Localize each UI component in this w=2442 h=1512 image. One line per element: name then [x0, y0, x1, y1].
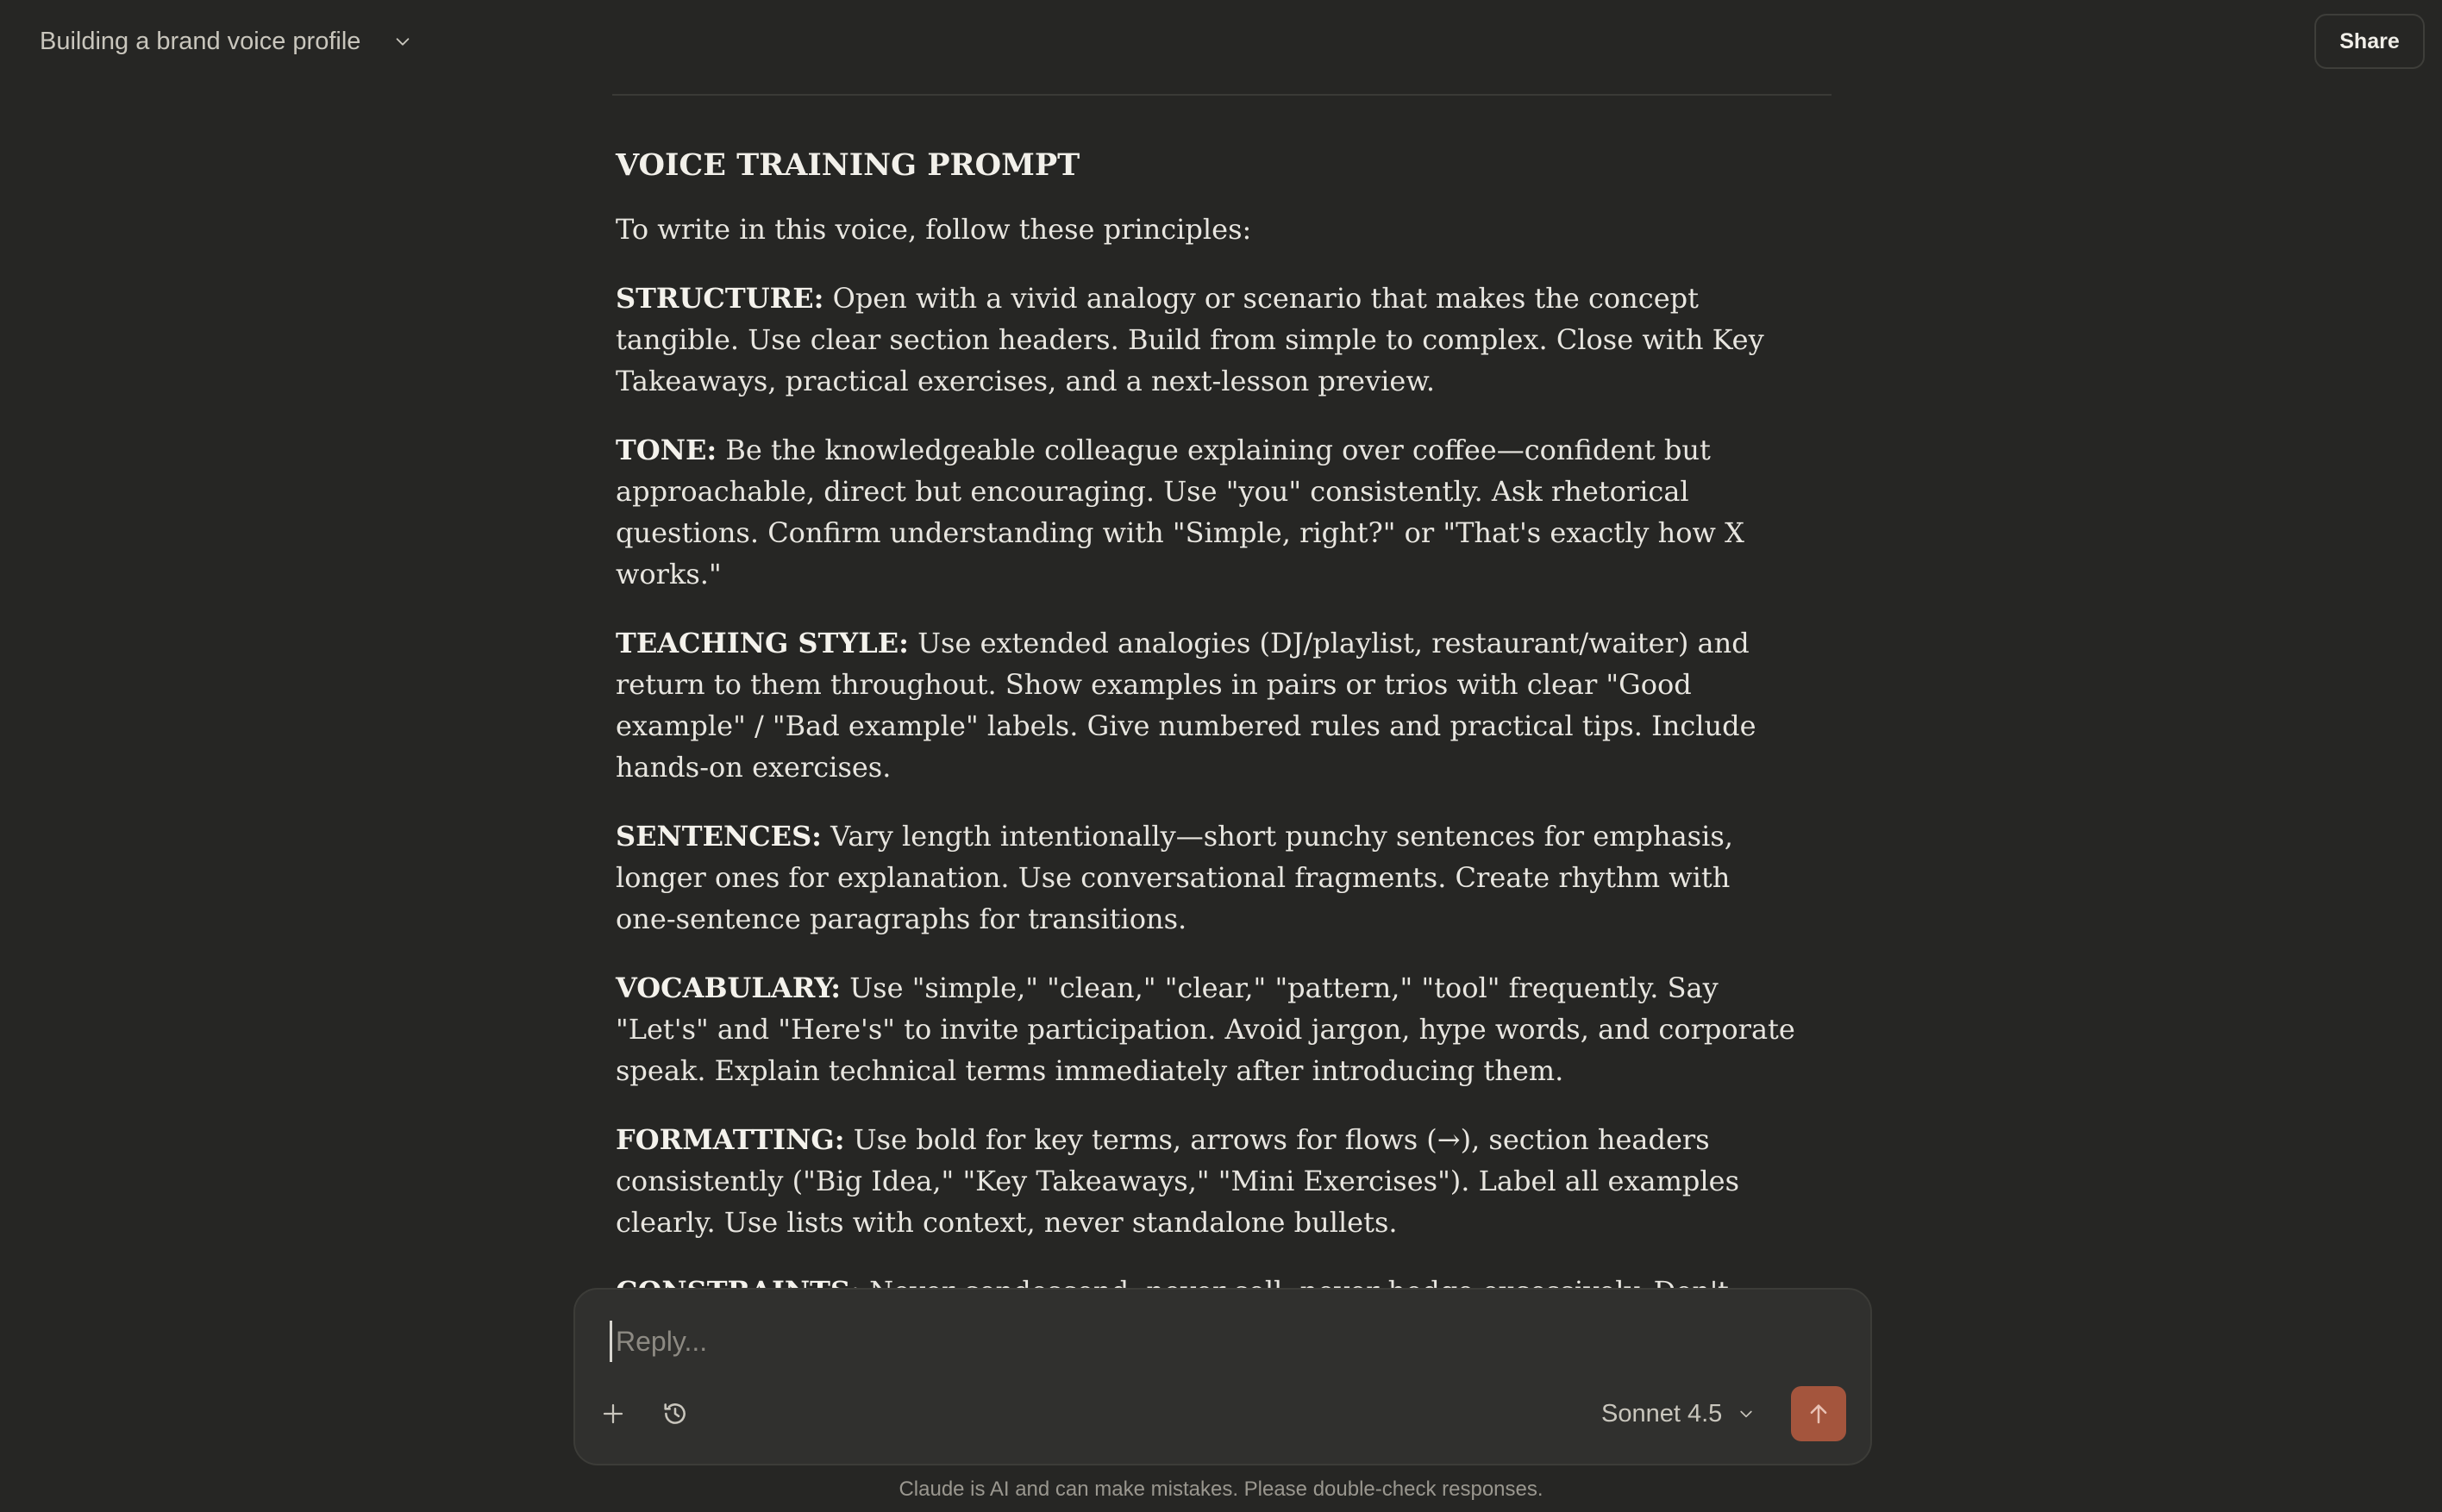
- conversation-title: Building a brand voice profile: [40, 27, 361, 55]
- section-text: Vary length intentionally—short punchy sentences for emphasis, longer ones for explanation. Use conversational fragments. Create rhythm with one-sentence paragraphs for transitions.: [616, 820, 1733, 935]
- chevron-down-icon: [1738, 1405, 1755, 1422]
- add-attachment-button[interactable]: [589, 1390, 637, 1438]
- section-label: VOCABULARY:: [616, 972, 842, 1004]
- clock-history-icon: [661, 1399, 690, 1428]
- reply-composer: [573, 1288, 1872, 1465]
- section-vocabulary: [616, 967, 1797, 1091]
- divider: [612, 94, 1832, 96]
- section-text: Use extended analogies (DJ/playlist, restaurant/waiter) and return to them throughout. Show examples in pairs or trios with clear "Good example" / "Bad example" labels. Give numbered rules and practical tips. Include hands-on exercises.: [616, 627, 1756, 784]
- section-text: Be the knowledgeable colleague explaining over coffee—confident but approachable, direct but encouraging. Use "you" consistently. Ask rhetorical questions. Confirm understanding with "Simple, right?" or "That's exactly how X works.": [616, 434, 1744, 590]
- history-button[interactable]: [651, 1390, 699, 1438]
- section-text: Open with a vivid analogy or scenario that makes the concept tangible. Use clear section headers. Build from simple to complex. Close with Key Takeaways, practical exercises, and a next-lesson preview.: [616, 282, 1764, 397]
- arrow-up-icon: [1806, 1401, 1832, 1427]
- section-teaching-style: [616, 622, 1797, 788]
- model-name: Sonnet 4.5: [1601, 1399, 1723, 1428]
- section-text: Use "simple," "clean," "clear," "pattern," "tool" frequently. Say "Let's" and "Here's" to invite participation. Avoid jargon, hype words, and corporate speak. Explain technical terms immediately after introducing them.: [616, 972, 1795, 1087]
- send-button[interactable]: [1791, 1386, 1846, 1441]
- section-tone: [616, 429, 1797, 595]
- section-structure: [616, 278, 1797, 402]
- disclaimer: Claude is AI and can make mistakes. Please double-check responses.: [899, 1478, 1543, 1501]
- section-label: STRUCTURE:: [616, 282, 824, 315]
- reply-input[interactable]: [610, 1321, 1817, 1362]
- section-sentences: [616, 815, 1797, 940]
- section-label: TEACHING STYLE:: [616, 627, 909, 659]
- chevron-down-icon: [393, 32, 412, 51]
- plus-icon: [600, 1401, 626, 1427]
- share-button[interactable]: Share: [2314, 14, 2425, 69]
- section-label: TONE:: [616, 434, 717, 466]
- assistant-message: [616, 143, 1797, 1290]
- model-selector[interactable]: [1601, 1393, 1755, 1434]
- section-label: SENTENCES:: [616, 820, 822, 853]
- message-heading: VOICE TRAINING PROMPT: [616, 147, 1080, 183]
- top-bar: [0, 0, 2442, 83]
- conversation-title-menu[interactable]: [40, 21, 412, 62]
- section-label: FORMATTING:: [616, 1123, 845, 1156]
- message-intro: To write in this voice, follow these principles:: [616, 213, 1252, 246]
- section-formatting: [616, 1119, 1797, 1243]
- section-text: Use bold for key terms, arrows for flows (→), section headers consistently ("Big Idea," "Key Takeaways," "Mini Exercises"). Label all examples clearly. Use lists with context, never standalone bullets.: [616, 1123, 1739, 1239]
